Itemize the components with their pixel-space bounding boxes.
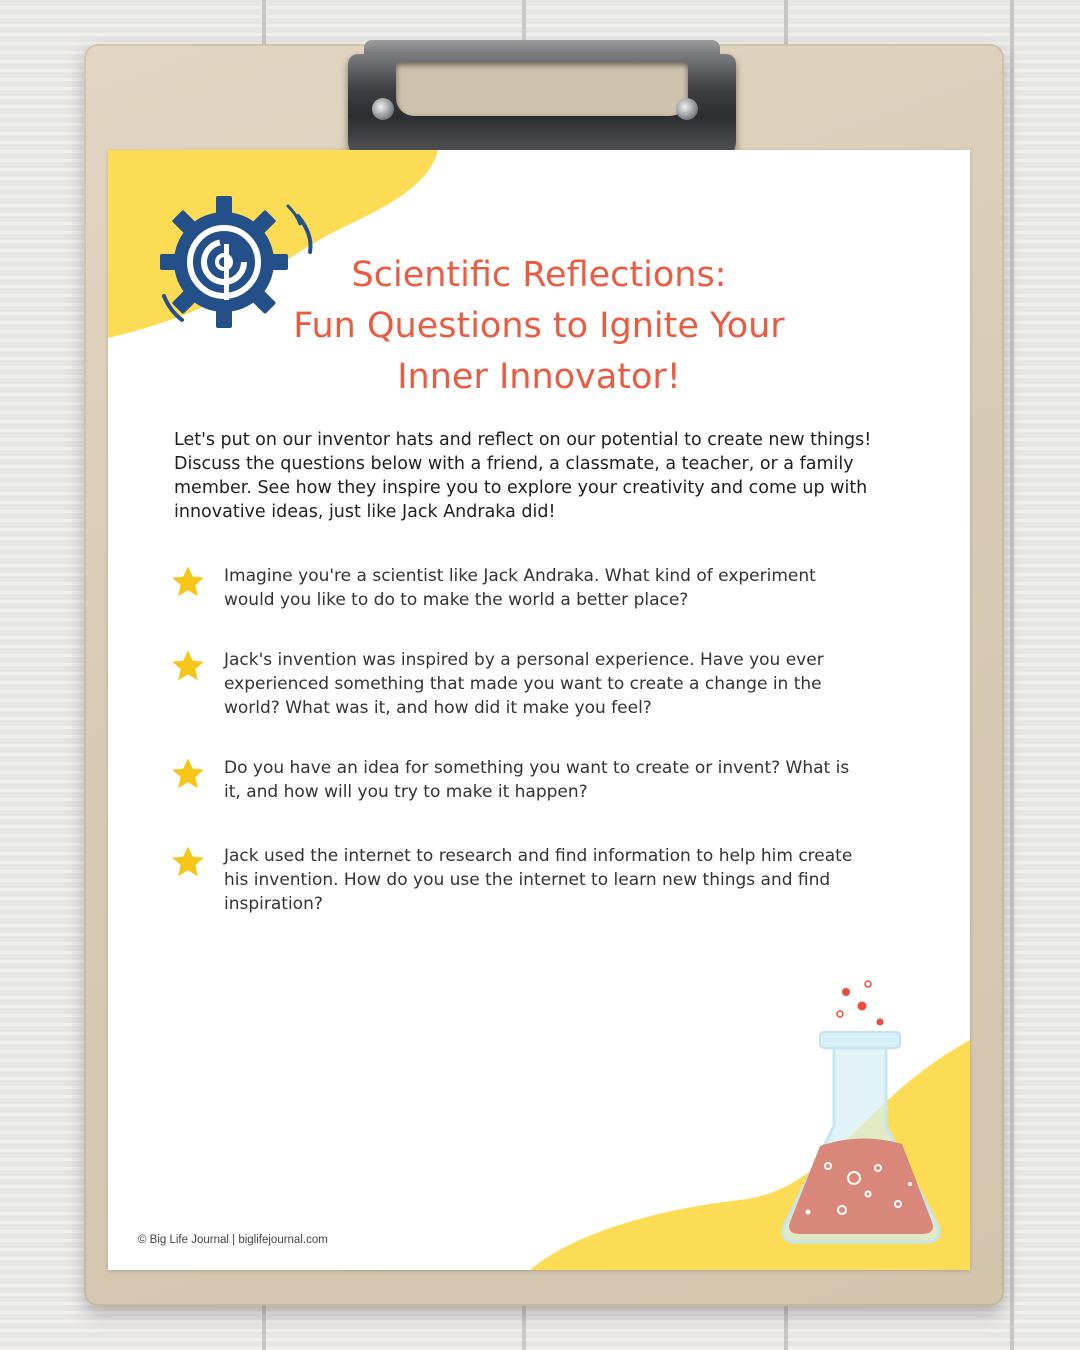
title-line-3: Inner Innovator! <box>397 357 681 397</box>
clip-rivet-right <box>676 98 698 120</box>
star-icon <box>170 648 206 684</box>
question-text: Imagine you're a scientist like Jack Andraka. What kind of experiment would you like to do to make the world a better place? <box>224 566 816 610</box>
clip-rivet-left <box>372 98 394 120</box>
star-icon <box>170 844 206 880</box>
star-icon <box>170 756 206 792</box>
title-line-1: Scientific Reflections: <box>351 255 727 295</box>
question-text: Do you have an idea for something you want to create or invent? What is it, and how will you try to make it happen? <box>224 758 850 802</box>
star-icon <box>170 564 206 600</box>
page-title <box>108 250 970 403</box>
title-line-2: Fun Questions to Ignite Your <box>293 306 785 346</box>
question-text: Jack's invention was inspired by a personal experience. Have you ever experienced something that made you want to create a change in the world? What was it, and how did it make you feel? <box>224 650 824 718</box>
flask-icon <box>768 976 958 1256</box>
clip-opening <box>396 62 688 116</box>
intro-paragraph: Let's put on our inventor hats and reflect on our potential to create new things! Discuss the questions below with a friend, a classmate, a teacher, or a family member. See how they inspire you to explore your creativity and come up with innovative ideas, just like Jack Andraka did! <box>174 430 872 522</box>
question-text: Jack used the internet to research and find information to help him create his invention. How do you use the internet to learn new things and find inspiration? <box>224 846 853 914</box>
worksheet-page <box>108 150 970 1270</box>
copyright-footer: © Big Life Journal | biglifejournal.com <box>138 1234 328 1246</box>
